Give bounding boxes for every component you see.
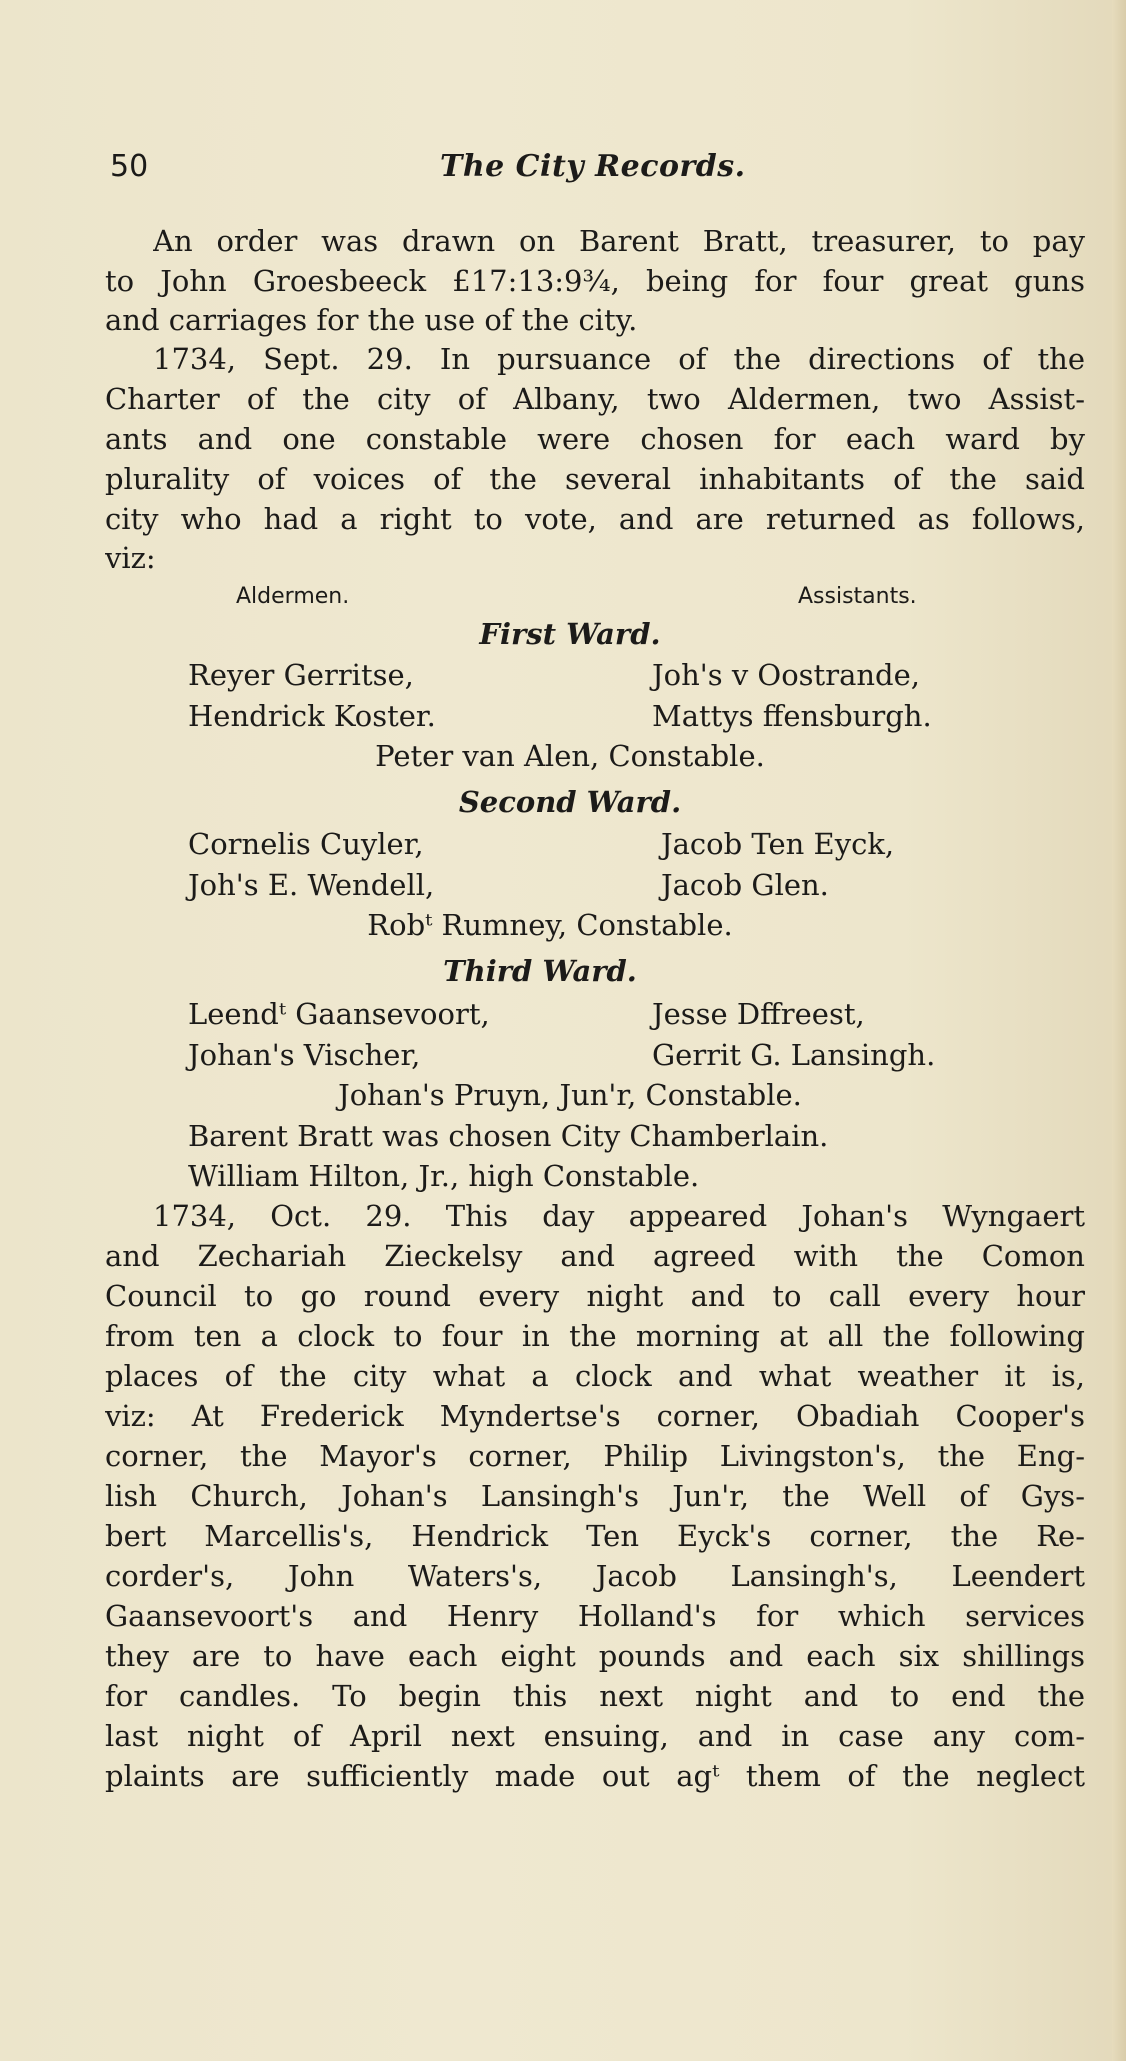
paragraph-line: 1734, Oct. 29. This day appeared Johan's Wyngaert xyxy=(153,1199,1085,1233)
ward-title: Second Ward. xyxy=(458,785,682,819)
assistant-name: Mattys ffensburgh. xyxy=(652,699,932,733)
paragraph-line: for candles. To begin this next night and to end the xyxy=(105,1679,1085,1713)
paragraph-line: last night of April next ensuing, and in case any com- xyxy=(105,1719,1085,1753)
paragraph-line: plurality of voices of the several inhabitants of the said xyxy=(105,462,1085,496)
paragraph-line: city who had a right to vote, and are returned as follows, xyxy=(105,502,1085,536)
alderman-name: Hendrick Koster. xyxy=(188,699,436,733)
ward-constable: Peter van Alen, Constable. xyxy=(375,739,765,773)
paragraph-line: ants and one constable were chosen for each ward by xyxy=(105,422,1085,456)
paragraph-line: Charter of the city of Albany, two Aldermen, two Assist- xyxy=(105,382,1085,416)
page-number: 50 xyxy=(110,149,149,184)
alderman-name: Cornelis Cuyler, xyxy=(188,827,424,861)
ward-constable: Robᵗ Rumney, Constable. xyxy=(367,908,733,942)
paragraph-line: bert Marcellis's, Hendrick Ten Eyck's corner, the Re- xyxy=(105,1519,1085,1553)
paragraph-line: 1734, Sept. 29. In pursuance of the directions of the xyxy=(153,342,1085,376)
alderman-name: Reyer Gerritse, xyxy=(188,658,414,692)
paragraph-line: and Zechariah Zieckelsy and agreed with the Comon xyxy=(105,1239,1085,1273)
assistant-name: Joh's v Oostrande, xyxy=(652,658,920,692)
paragraph-line: An order was drawn on Barent Bratt, treasurer, to pay xyxy=(153,224,1085,258)
alderman-name: Joh's E. Wendell, xyxy=(188,868,435,902)
paragraph-line: and carriages for the use of the city. xyxy=(105,303,638,337)
assistant-name: Jacob Glen. xyxy=(661,868,829,902)
paragraph-line: corner, the Mayor's corner, Philip Livingston's, the Eng- xyxy=(105,1439,1085,1473)
paragraph-line: to John Groesbeeck £17:13:9¾, being for four great guns xyxy=(105,264,1085,298)
chamberlain-line: Barent Bratt was chosen City Chamberlain. xyxy=(188,1119,829,1153)
paragraph-line: viz: xyxy=(105,541,156,575)
assistants-column-label: Assistants. xyxy=(798,584,917,609)
paragraph-line: places of the city what a clock and what weather it is, xyxy=(105,1359,1085,1393)
paragraph-line: they are to have each eight pounds and each six shillings xyxy=(105,1639,1085,1673)
assistant-name: Jacob Ten Eyck, xyxy=(661,827,895,861)
ward-title: Third Ward. xyxy=(443,954,637,988)
page-header xyxy=(110,142,1010,192)
running-title: The City Records. xyxy=(440,149,746,184)
paragraph-line: lish Church, Johan's Lansingh's Jun'r, the Well of Gys- xyxy=(105,1479,1085,1513)
paragraph-line: viz: At Frederick Myndertse's corner, Obadiah Cooper's xyxy=(105,1399,1085,1433)
ward-constable: Johan's Pruyn, Jun'r, Constable. xyxy=(338,1078,802,1112)
paragraph-line: Gaansevoort's and Henry Holland's for which services xyxy=(105,1599,1085,1633)
ward-title: First Ward. xyxy=(479,617,661,651)
paragraph-line: from ten a clock to four in the morning at all the following xyxy=(105,1319,1085,1353)
assistant-name: Gerrit G. Lansingh. xyxy=(652,1038,936,1072)
aldermen-column-label: Aldermen. xyxy=(236,584,350,609)
alderman-name: Johan's Vischer, xyxy=(188,1038,421,1072)
paragraph-line: Council to go round every night and to call every hour xyxy=(105,1279,1085,1313)
page-edge xyxy=(1112,0,1126,2061)
paragraph-line: corder's, John Waters's, Jacob Lansingh's, Leendert xyxy=(105,1559,1085,1593)
assistant-name: Jesse Dffreest, xyxy=(652,997,865,1031)
paragraph-line: plaints are sufficiently made out agᵗ them of the neglect xyxy=(105,1759,1085,1793)
alderman-name: Leendᵗ Gaansevoort, xyxy=(188,997,490,1031)
high-constable-line: William Hilton, Jr., high Constable. xyxy=(188,1159,700,1193)
